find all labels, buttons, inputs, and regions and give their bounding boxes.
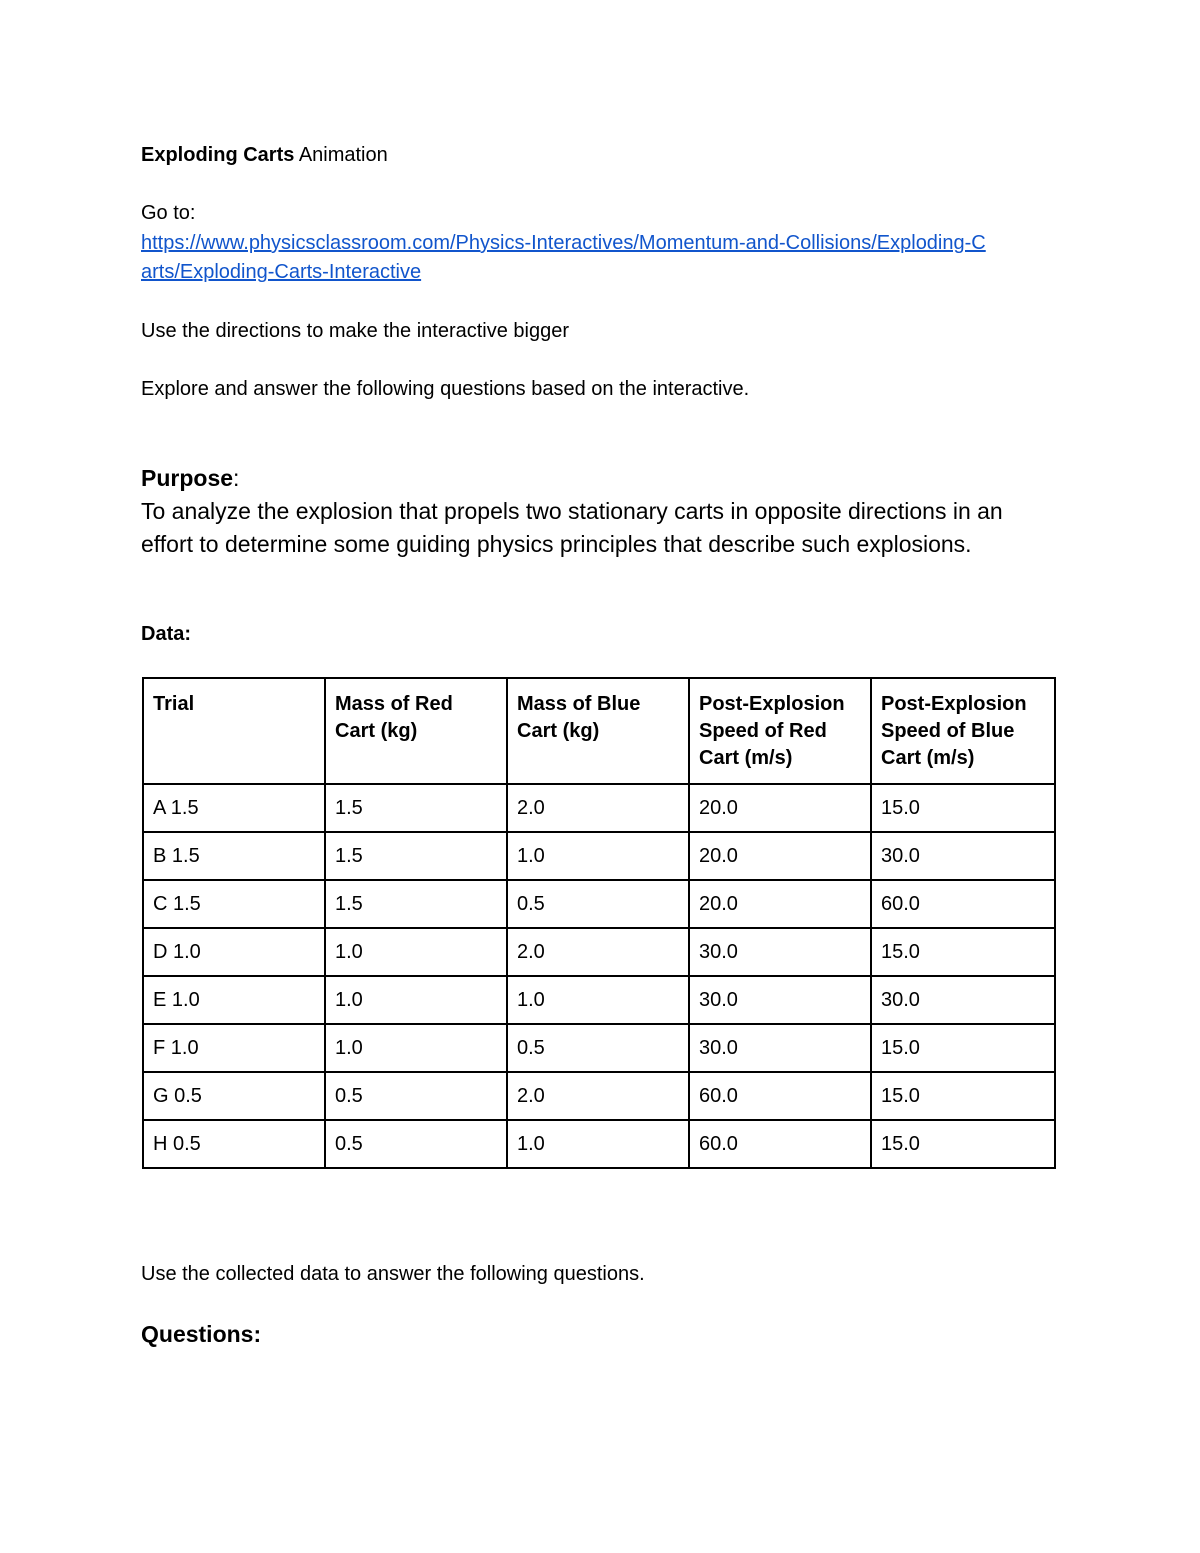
table-cell: 60.0: [689, 1120, 871, 1168]
table-cell: 1.0: [507, 832, 689, 880]
table-cell: 1.0: [507, 1120, 689, 1168]
document-title: [141, 140, 388, 170]
table-cell: D 1.0: [143, 928, 325, 976]
table-cell: 1.5: [325, 832, 507, 880]
table-cell: 0.5: [325, 1120, 507, 1168]
table-cell: 20.0: [689, 880, 871, 928]
title-bold: Exploding Carts: [141, 144, 295, 166]
table-header-cell: [325, 678, 507, 784]
table-cell: 60.0: [871, 880, 1055, 928]
table-cell: G 0.5: [143, 1072, 325, 1120]
table-cell: 30.0: [689, 976, 871, 1024]
table-header-cell: [871, 678, 1055, 784]
interactive-link-line1[interactable]: https://www.physicsclassroom.com/Physics-Interactives/Momentum-and-Collisions/Exploding-C: [141, 232, 986, 254]
table-cell: H 0.5: [143, 1120, 325, 1168]
table-header-row: [143, 678, 1055, 784]
table-cell: 1.0: [325, 1024, 507, 1072]
directions-text: Use the directions to make the interactive bigger: [141, 320, 569, 342]
table-header-text: Mass of Red: [335, 693, 453, 715]
table-header-cell: [143, 678, 325, 784]
table-cell: E 1.0: [143, 976, 325, 1024]
table-cell: C 1.5: [143, 880, 325, 928]
table-cell: 1.5: [325, 784, 507, 832]
table-cell: 20.0: [689, 832, 871, 880]
table-cell: 30.0: [689, 1024, 871, 1072]
purpose-text-line1: To analyze the explosion that propels two stationary carts in opposite directions in an: [141, 498, 1003, 524]
purpose-heading: [141, 462, 239, 495]
table-cell: 0.5: [325, 1072, 507, 1120]
table-row: [143, 832, 1055, 880]
data-table: [142, 677, 1056, 1169]
table-cell: 2.0: [507, 928, 689, 976]
table-cell: 15.0: [871, 1120, 1055, 1168]
table-cell: 20.0: [689, 784, 871, 832]
title-rest: Animation: [294, 144, 388, 166]
table-header-text: Cart (m/s): [881, 747, 975, 769]
data-heading: Data:: [141, 623, 192, 645]
table-header-text: Mass of Blue: [517, 693, 641, 715]
table-cell: 0.5: [507, 1024, 689, 1072]
explore-text: Explore and answer the following questions based on the interactive.: [141, 378, 750, 400]
table-cell: B 1.5: [143, 832, 325, 880]
table-cell: 1.0: [325, 976, 507, 1024]
goto-label: Go to:: [141, 202, 196, 224]
table-row: [143, 784, 1055, 832]
table-header-cell: [507, 678, 689, 784]
table-header-text: Speed of Red: [699, 720, 827, 742]
table-cell: 1.0: [325, 928, 507, 976]
table-header-cell: [689, 678, 871, 784]
table-cell: F 1.0: [143, 1024, 325, 1072]
table-header-text: Post-Explosion: [699, 693, 845, 715]
questions-heading: Questions:: [141, 1321, 262, 1347]
table-row: [143, 880, 1055, 928]
table-cell: 1.5: [325, 880, 507, 928]
table-cell: 1.0: [507, 976, 689, 1024]
table-cell: 60.0: [689, 1072, 871, 1120]
table-header-text: Cart (m/s): [699, 747, 793, 769]
table-cell: 15.0: [871, 784, 1055, 832]
purpose-text-line2: effort to determine some guiding physics principles that describe such explosions.: [141, 531, 972, 557]
table-cell: 15.0: [871, 1024, 1055, 1072]
table-header-text: Post-Explosion: [881, 693, 1027, 715]
table-cell: 30.0: [689, 928, 871, 976]
table-body: [143, 784, 1055, 1168]
table-cell: 2.0: [507, 1072, 689, 1120]
table-cell: 15.0: [871, 928, 1055, 976]
table-header-text: Trial: [153, 693, 195, 715]
table-cell: A 1.5: [143, 784, 325, 832]
purpose-heading-label: Purpose: [141, 465, 234, 491]
table-cell: 30.0: [871, 976, 1055, 1024]
table-row: [143, 1120, 1055, 1168]
purpose-heading-colon: :: [233, 465, 240, 491]
interactive-link-line2[interactable]: arts/Exploding-Carts-Interactive: [141, 261, 422, 283]
table-cell: 0.5: [507, 880, 689, 928]
use-data-text: Use the collected data to answer the following questions.: [141, 1263, 645, 1285]
table-cell: 2.0: [507, 784, 689, 832]
table-header-text: Cart (kg): [335, 720, 418, 742]
table-row: [143, 928, 1055, 976]
table-cell: 30.0: [871, 832, 1055, 880]
table-row: [143, 976, 1055, 1024]
table-row: [143, 1024, 1055, 1072]
table-header-text: Cart (kg): [517, 720, 600, 742]
table-row: [143, 1072, 1055, 1120]
table-header-text: Speed of Blue: [881, 720, 1015, 742]
table-cell: 15.0: [871, 1072, 1055, 1120]
